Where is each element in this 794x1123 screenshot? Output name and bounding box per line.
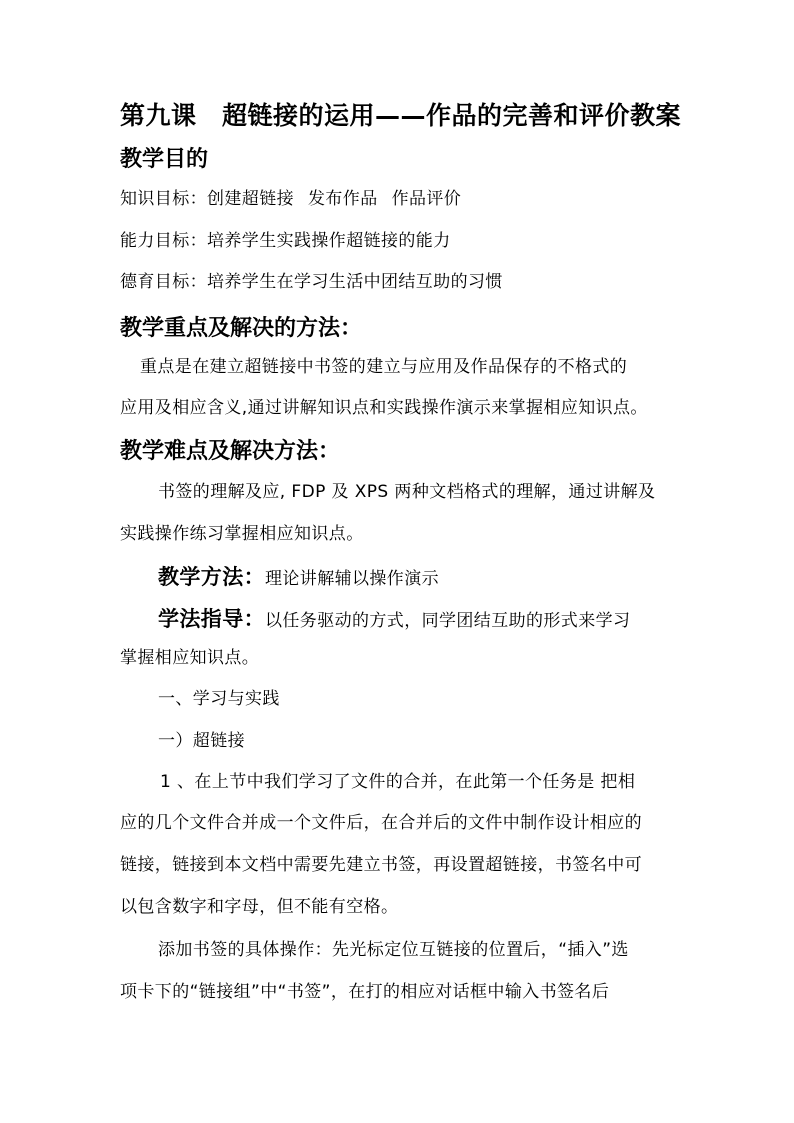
subsection-heading: 一）超链接 [158, 731, 245, 751]
paragraph-line: 以包含数字和字母，但不能有空格。 [120, 897, 399, 917]
objectives-heading: 教学目的 [120, 146, 209, 172]
methods-text: 理论讲解辅以操作演示 [265, 569, 439, 589]
guidance-text: 以任务驱动的方式，同学团结互助的形式来学习 [265, 611, 631, 631]
paragraph-line: 应的几个文件合并成一个文件后，在合并后的文件中制作设计相应的 [120, 813, 642, 833]
ability-objective: 能力目标：培养学生实践操作超链接的能力 [120, 231, 451, 251]
difficulties-heading: 教学难点及解决方法： [120, 438, 341, 464]
paragraph-line: 添加书签的具体操作：先光标定位互链接的位置后，“插入”选 [158, 940, 629, 960]
knowledge-label: 知识目标： [120, 189, 207, 209]
key-points-line: 重点是在建立超链接中书签的建立与应用及作品保存的不格式的 [140, 357, 628, 377]
methods-label: 教学方法： [158, 564, 265, 589]
paragraph-line: 链接，链接到本文档中需要先建立书签，再设置超链接，书签名中可 [120, 855, 642, 875]
guidance-label: 学法指导： [158, 606, 265, 631]
key-points-line: 应用及相应含义,通过讲解知识点和实践操作演示来掌握相应知识点。 [120, 398, 648, 418]
knowledge-item: 创建超链接 [207, 189, 294, 209]
key-points-heading: 教学重点及解决的方法： [120, 315, 363, 341]
difficulties-line: 书签的理解及应, FDP 及 XPS 两种文档格式的理解，通过讲解及 [158, 482, 656, 502]
document-title: 第九课 超链接的运用——作品的完善和评价教案 [120, 101, 682, 130]
difficulties-line: 实践操作练习掌握相应知识点。 [120, 524, 364, 544]
knowledge-item: 作品评价 [391, 189, 462, 209]
knowledge-item: 发布作品 [308, 189, 378, 209]
guidance-line: 掌握相应知识点。 [120, 648, 260, 668]
moral-objective: 德育目标：培养学生在学习生活中团结互助的习惯 [120, 272, 503, 292]
guidance-line [158, 608, 630, 630]
paragraph-line: 项卡下的“链接组”中“书签”，在打的相应对话框中输入书签名后 [120, 982, 610, 1002]
section-heading: 一、学习与实践 [158, 689, 280, 709]
methods-line [158, 566, 439, 588]
knowledge-objective [120, 191, 461, 208]
paragraph-line: 1 、在上节中我们学习了文件的合并，在此第一个任务是 把相 [160, 772, 636, 792]
